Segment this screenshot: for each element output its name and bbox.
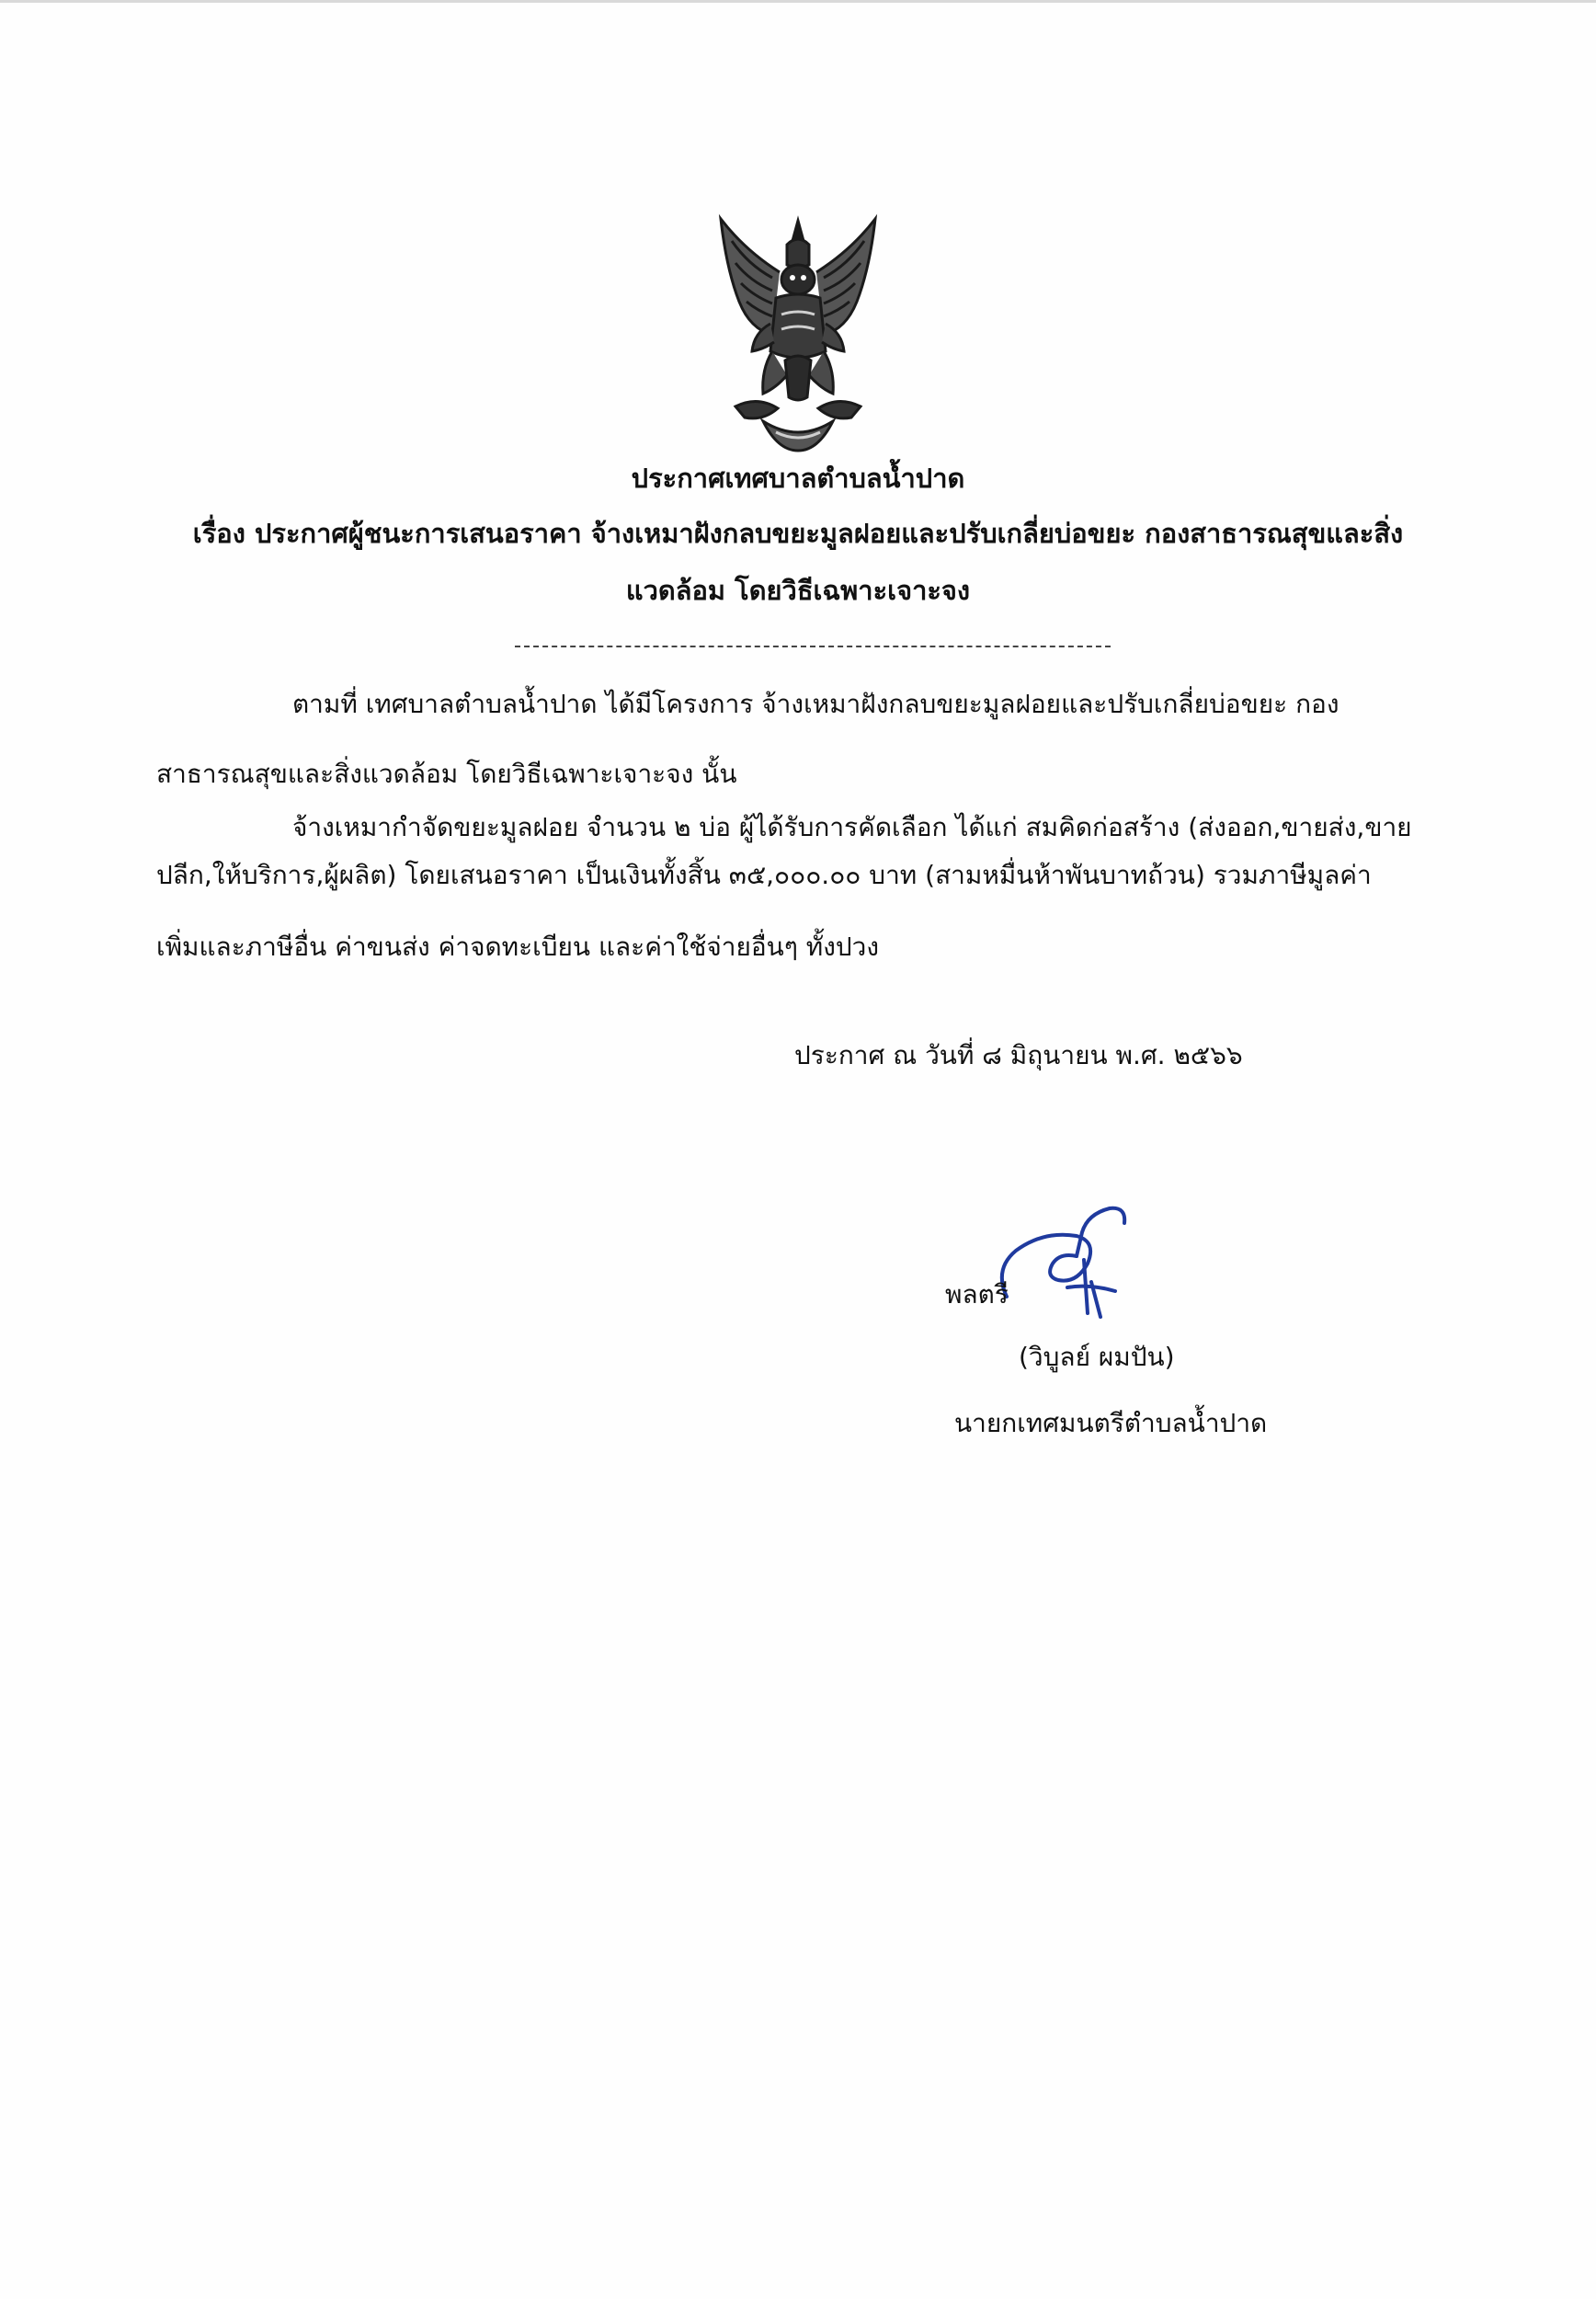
paragraph-2-line-1: จ้างเหมากำจัดขยะมูลฝอย จำนวน ๒ บ่อ ผู้ได้รับการคัดเลือก ได้แก่ สมคิดก่อสร้าง (ส่งออก,ขายส่ง,ขาย xyxy=(292,812,1412,842)
signer-position: นายกเทศมนตรีตำบลน้ำปาด xyxy=(954,1408,1268,1438)
paragraph-2-line-3: เพิ่มและภาษีอื่น ค่าขนส่ง ค่าจดทะเบียน และค่าใช้จ่ายอื่นๆ ทั้งปวง xyxy=(156,932,880,962)
paragraph-1-line-2: สาธารณสุขและสิ่งแวดล้อม โดยวิธีเฉพาะเจาะจง นั้น xyxy=(156,759,737,789)
subject-line-2: แวดล้อม โดยวิธีเฉพาะเจาะจง xyxy=(625,575,971,606)
paragraph-2-line-2: ปลีก,ให้บริการ,ผู้ผลิต) โดยเสนอราคา เป็นเงินทั้งสิ้น ๓๕,๐๐๐.๐๐ บาท (สามหมื่นห้าพันบาทถ้วน) รวมภาษีมูลค่า xyxy=(156,860,1372,890)
announcement-date: ประกาศ ณ วันที่ ๘ มิถุนายน พ.ศ. ๒๕๖๖ xyxy=(794,1040,1243,1070)
signer-name: (วิบูลย์ ผมปัน) xyxy=(1019,1342,1175,1372)
signer-rank: พลตรี xyxy=(945,1279,1009,1310)
handwritten-signature xyxy=(988,1195,1154,1324)
title-divider xyxy=(515,646,1111,647)
garuda-emblem-icon xyxy=(708,213,888,454)
document-title: ประกาศเทศบาลตำบลน้ำปาด xyxy=(631,463,965,494)
subject-line-1: เรื่อง ประกาศผู้ชนะการเสนอราคา จ้างเหมาฝังกลบขยะมูลฝอยและปรับเกลี่ยบ่อขยะ กองสาธารณสุขและสิ่ง xyxy=(192,518,1404,549)
paragraph-1-line-1: ตามที่ เทศบาลตำบลน้ำปาด ได้มีโครงการ จ้างเหมาฝังกลบขยะมูลฝอยและปรับเกลี่ยบ่อขยะ กอง xyxy=(292,689,1340,719)
scan-top-edge xyxy=(0,0,1596,3)
